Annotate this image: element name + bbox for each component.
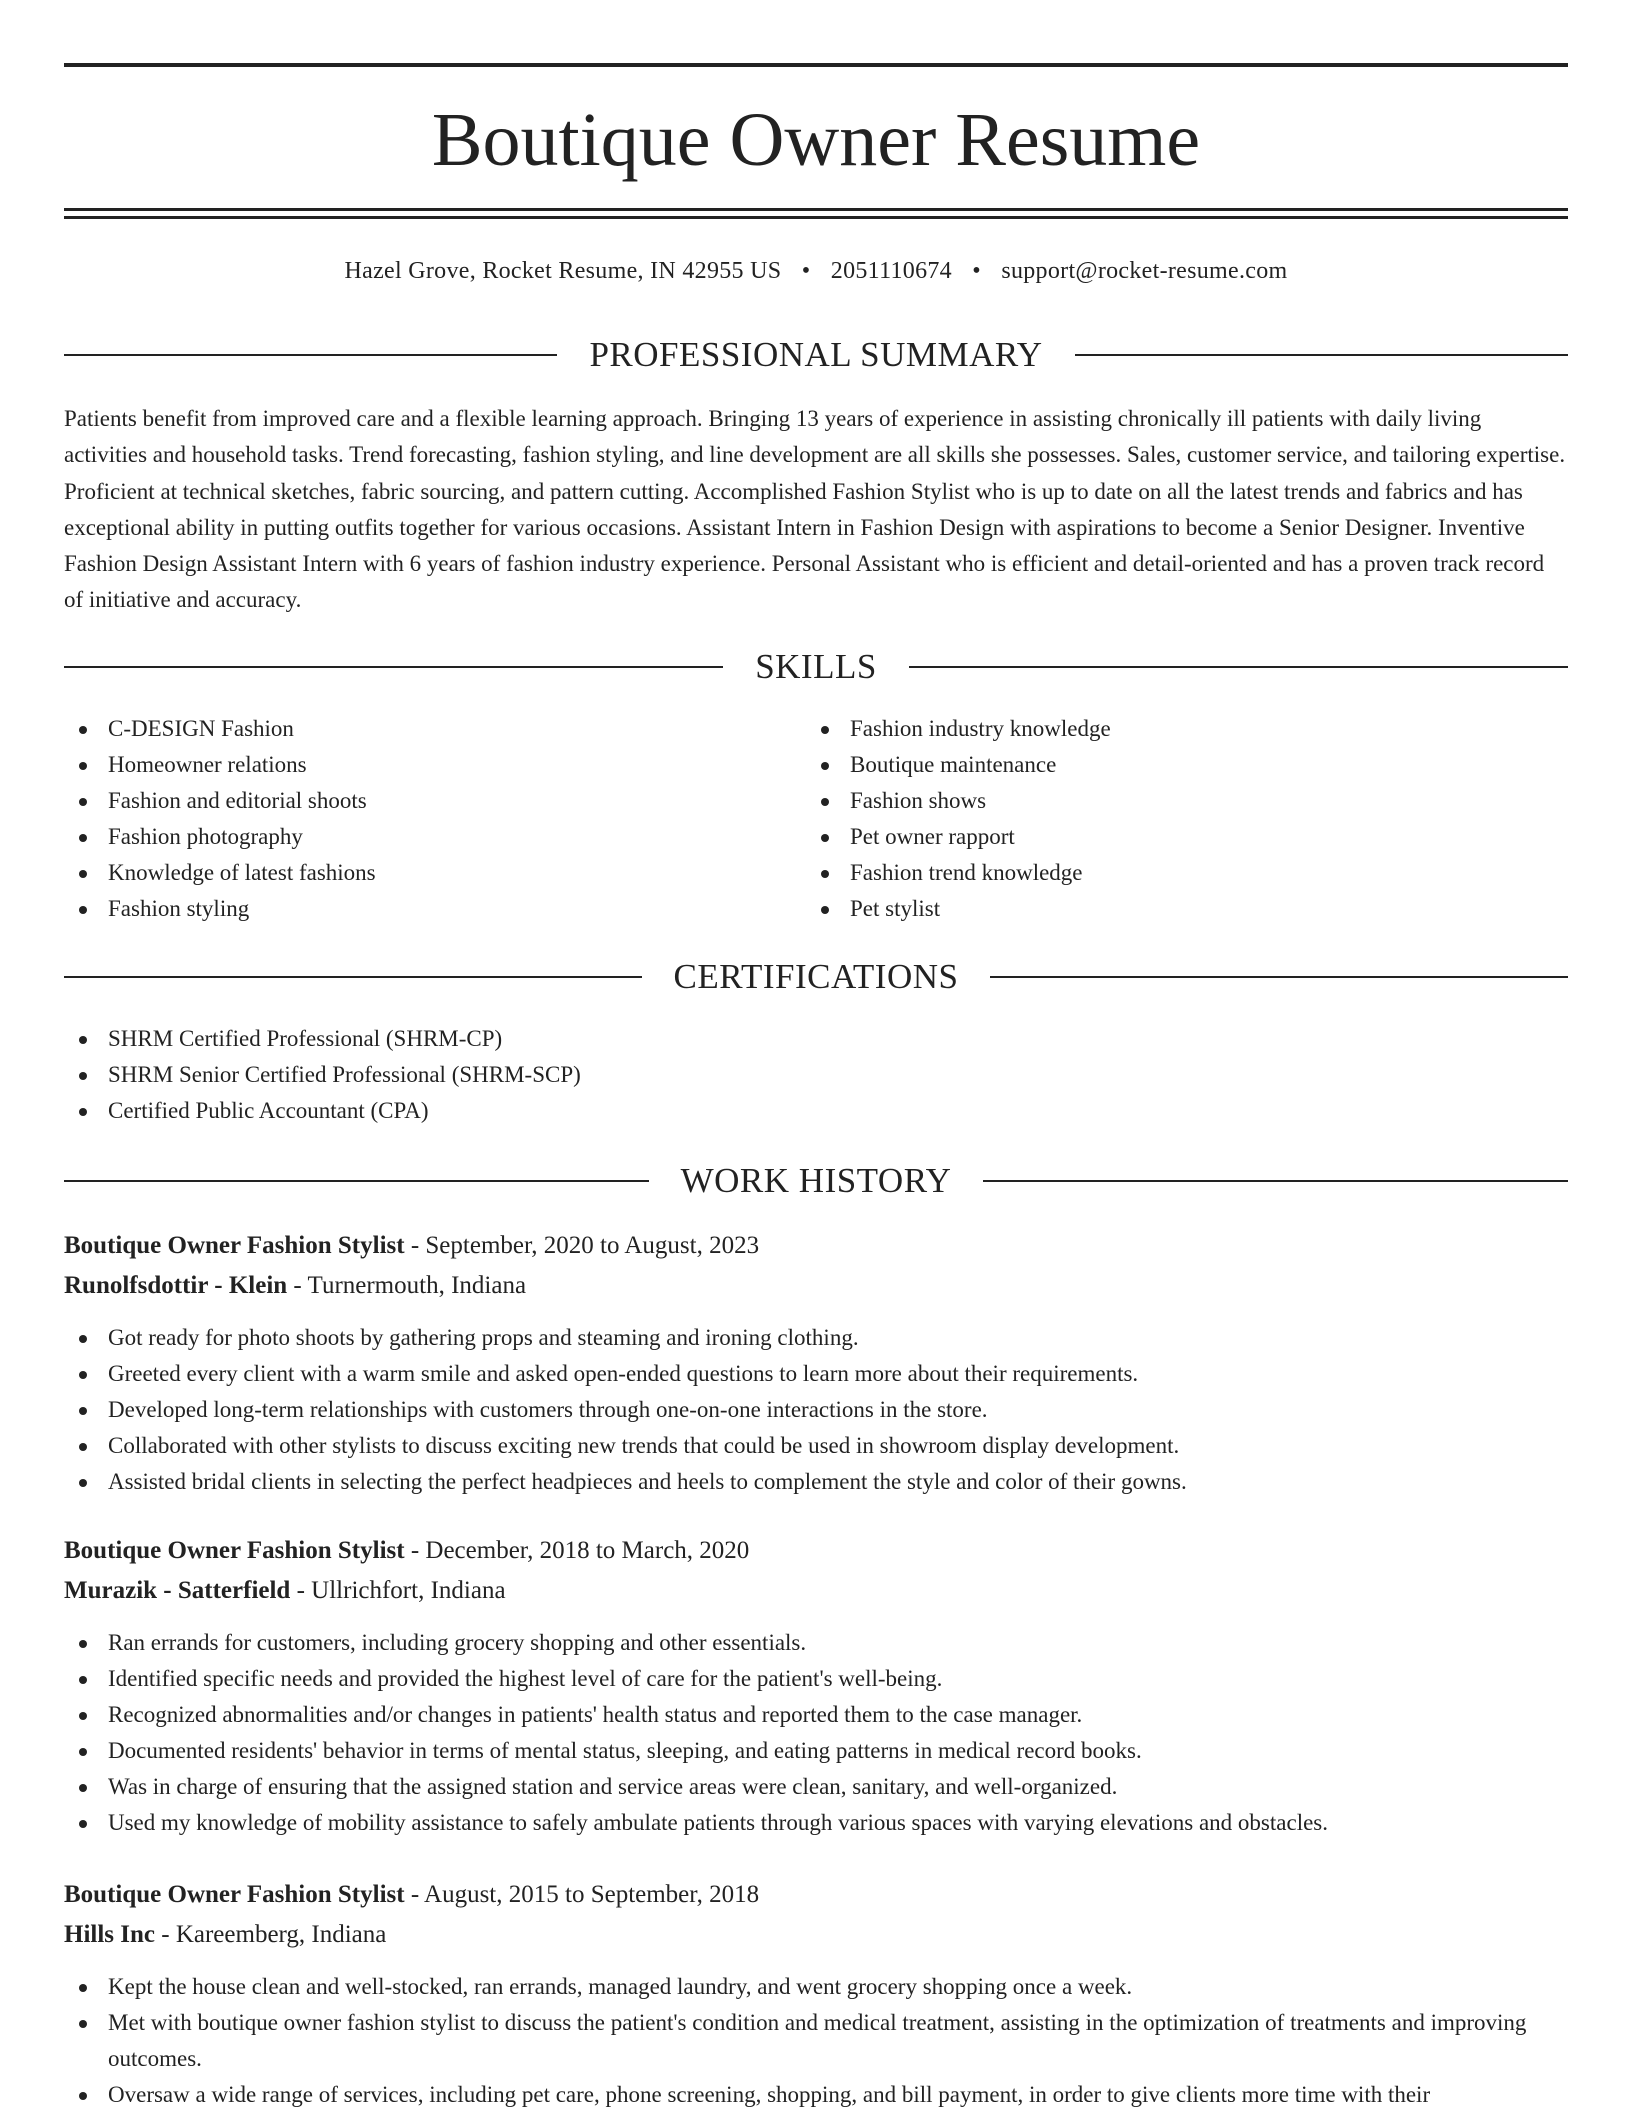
heading-rule — [1075, 354, 1568, 356]
job-bullet: Documented residents' behavior in terms of mental status, sleeping, and eating patterns in medical record books. — [64, 1733, 1568, 1769]
section-heading-skills — [64, 645, 1568, 689]
heading-rule — [64, 976, 642, 978]
skill-item: Pet owner rapport — [806, 819, 1506, 855]
skill-item: Fashion trend knowledge — [806, 855, 1506, 891]
job-bullet: Got ready for photo shoots by gathering props and steaming and ironing clothing. — [64, 1320, 1568, 1356]
certification-item: Certified Public Accountant (CPA) — [64, 1093, 1568, 1129]
job-dates: - December, 2018 to March, 2020 — [404, 1537, 750, 1564]
job-title: Boutique Owner Fashion Stylist — [64, 1537, 405, 1564]
job-bullet: Recognized abnormalities and/or changes in patients' health status and reported them to the case manager. — [64, 1697, 1568, 1733]
contact-separator: • — [801, 258, 811, 284]
job-location: - Turnermouth, Indiana — [287, 1272, 527, 1299]
section-title: SKILLS — [755, 647, 877, 686]
job-entry — [64, 1875, 1568, 2113]
job-bullets — [64, 1969, 1568, 2113]
job-title-line — [64, 1531, 1568, 1571]
job-entry — [64, 1226, 1568, 1500]
section-heading-summary — [64, 333, 1568, 377]
summary-text: Patients benefit from improved care and a flexible learning approach. Bringing 13 years of experience in assisting chronically ill patients with daily living activities and household tasks. Trend forecasting, fashion styling, and line development are all skills she possesses. Sales, customer service, and tailoring expertise. Proficient at technical sketches, fabric sourcing, and pattern cutting. Accomplished Fashion Stylist who is up to date on all the latest trends and fabrics and has exceptional ability in putting outfits together for various occasions. Assistant Intern in Fashion Design with aspirations to become a Senior Designer. Inventive Fashion Design Assistant Intern with 6 years of fashion industry experience. Personal Assistant who is efficient and detail-oriented and has a proven track record of initiative and accuracy. — [64, 406, 1566, 613]
job-bullets — [64, 1320, 1568, 1500]
job-company-line — [64, 1266, 1568, 1306]
job-title-line — [64, 1226, 1568, 1266]
skill-item: Pet stylist — [806, 891, 1506, 927]
job-company: Murazik - Satterfield — [64, 1577, 291, 1604]
top-rule — [64, 63, 1568, 67]
job-bullet: Identified specific needs and provided the highest level of care for the patient's well-being. — [64, 1661, 1568, 1697]
contact-phone: 2051110674 — [830, 258, 952, 284]
skills-list-right — [806, 711, 1506, 928]
job-bullet: Collaborated with other stylists to discuss exciting new trends that could be used in showroom display development. — [64, 1428, 1568, 1464]
contact-address: Hazel Grove, Rocket Resume, IN 42955 US — [344, 258, 782, 284]
resume-title: Boutique Owner Resume — [431, 98, 1201, 182]
skill-item: Fashion photography — [64, 819, 764, 855]
job-dates: - August, 2015 to September, 2018 — [404, 1881, 760, 1908]
section-title: CERTIFICATIONS — [673, 957, 959, 996]
job-entry — [64, 1531, 1568, 1842]
job-company: Hills Inc — [64, 1921, 155, 1948]
skill-item: C-DESIGN Fashion — [64, 711, 764, 747]
skill-item: Fashion industry knowledge — [806, 711, 1506, 747]
skill-item: Fashion styling — [64, 891, 764, 927]
skills-list-left — [64, 711, 764, 928]
title-rule-lower — [64, 216, 1568, 219]
section-title: PROFESSIONAL SUMMARY — [589, 335, 1043, 374]
job-dates: - September, 2020 to August, 2023 — [404, 1232, 760, 1259]
heading-rule — [64, 1180, 649, 1182]
job-location: - Ullrichfort, Indiana — [290, 1577, 506, 1604]
job-title: Boutique Owner Fashion Stylist — [64, 1232, 405, 1259]
skill-item: Boutique maintenance — [806, 747, 1506, 783]
job-bullet: Assisted bridal clients in selecting the perfect headpieces and heels to complement the style and color of their gowns. — [64, 1464, 1568, 1500]
job-bullet: Kept the house clean and well-stocked, ran errands, managed laundry, and went grocery shopping once a week. — [64, 1969, 1568, 2005]
contact-separator: • — [972, 258, 981, 284]
job-bullet: Ran errands for customers, including grocery shopping and other essentials. — [64, 1625, 1568, 1661]
certifications-list — [64, 1021, 1568, 1129]
heading-rule — [64, 666, 723, 668]
job-title: Boutique Owner Fashion Stylist — [64, 1881, 405, 1908]
skill-item: Fashion shows — [806, 783, 1506, 819]
heading-rule — [983, 1180, 1568, 1182]
heading-rule — [909, 666, 1568, 668]
job-company: Runolfsdottir - Klein — [64, 1272, 288, 1299]
section-heading-work-history — [64, 1159, 1568, 1203]
heading-rule — [990, 976, 1568, 978]
job-bullet: Was in charge of ensuring that the assigned station and service areas were clean, sanitary, and well-organized. — [64, 1769, 1568, 1805]
skill-item: Knowledge of latest fashions — [64, 855, 764, 891]
certification-item: SHRM Certified Professional (SHRM-CP) — [64, 1021, 1568, 1057]
skill-item: Homeowner relations — [64, 747, 764, 783]
title-rule-upper — [64, 208, 1568, 211]
job-bullet: Used my knowledge of mobility assistance to safely ambulate patients through various spaces with varying elevations and obstacles. — [64, 1805, 1568, 1841]
section-heading-certifications — [64, 955, 1568, 999]
job-bullets — [64, 1625, 1568, 1842]
skill-item: Fashion and editorial shoots — [64, 783, 764, 819]
job-bullet: Greeted every client with a warm smile and asked open-ended questions to learn more about their requirements. — [64, 1356, 1568, 1392]
job-bullet: Oversaw a wide range of services, including pet care, phone screening, shopping, and bill payment, in order to give clients more time with their — [64, 2077, 1568, 2113]
job-bullet: Met with boutique owner fashion stylist to discuss the patient's condition and medical treatment, assisting in the optimization of treatments and improving outcomes. — [64, 2005, 1568, 2077]
contact-line — [64, 254, 1568, 288]
job-title-line — [64, 1875, 1568, 1915]
section-title: WORK HISTORY — [680, 1161, 952, 1200]
job-location: - Kareemberg, Indiana — [155, 1921, 387, 1948]
job-company-line — [64, 1571, 1568, 1611]
job-bullet: Developed long-term relationships with customers through one-on-one interactions in the store. — [64, 1392, 1568, 1428]
job-company-line — [64, 1915, 1568, 1955]
heading-rule — [64, 354, 557, 356]
contact-email[interactable]: support@rocket-resume.com — [1001, 258, 1288, 284]
certification-item: SHRM Senior Certified Professional (SHRM-SCP) — [64, 1057, 1568, 1093]
